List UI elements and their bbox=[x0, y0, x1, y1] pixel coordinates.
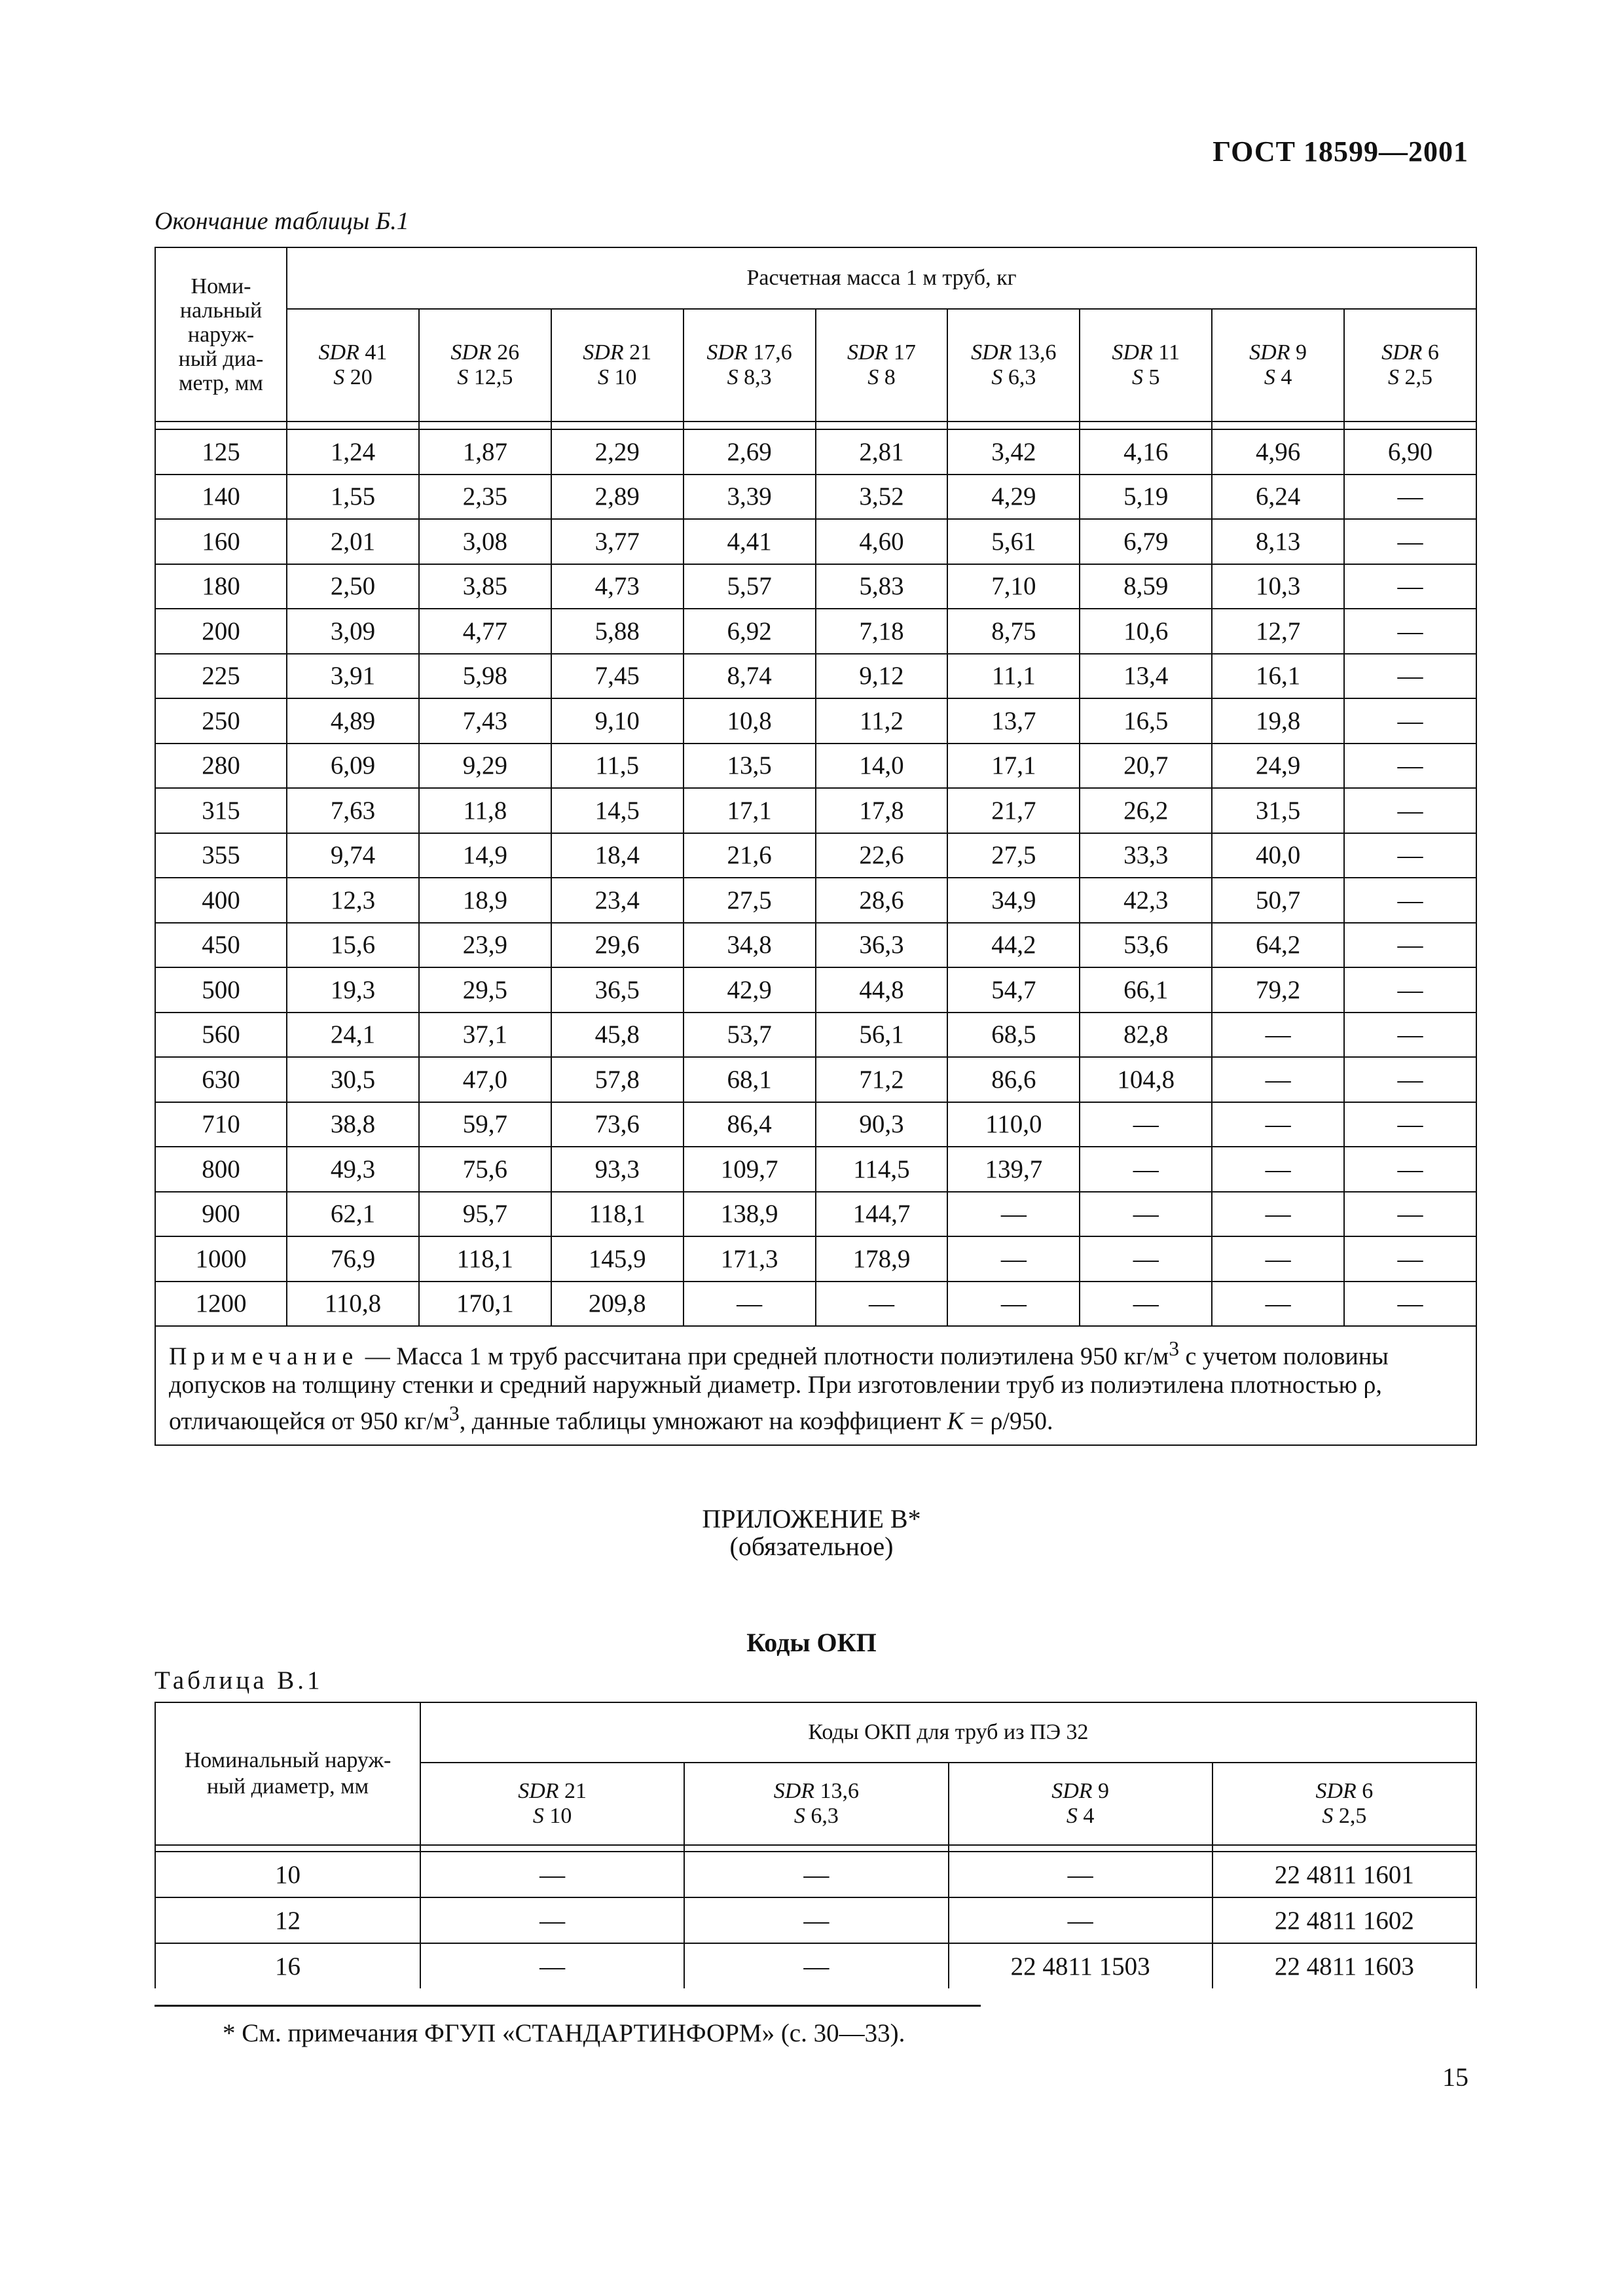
table-row bbox=[155, 698, 1476, 744]
table-cell: 144,7 bbox=[816, 1192, 948, 1237]
table-cell: — bbox=[947, 1282, 1080, 1327]
table-row bbox=[155, 1897, 1476, 1943]
table-cell: 17,8 bbox=[816, 788, 948, 833]
table-cell: 28,6 bbox=[816, 878, 948, 923]
page-number: 15 bbox=[1442, 2062, 1468, 2092]
table-cell: 95,7 bbox=[419, 1192, 551, 1237]
table-cell: 31,5 bbox=[1212, 788, 1344, 833]
table-cell: 8,13 bbox=[1212, 519, 1344, 564]
table-cell: 6,92 bbox=[684, 609, 816, 654]
table-cell: 13,7 bbox=[947, 698, 1080, 744]
table-cell: 10,3 bbox=[1212, 564, 1344, 609]
table-row bbox=[155, 429, 1476, 475]
table-cell: 57,8 bbox=[551, 1057, 684, 1102]
table-cell: 20,7 bbox=[1080, 744, 1212, 789]
table-cell: — bbox=[1344, 1236, 1476, 1282]
table-cell: 23,9 bbox=[419, 923, 551, 968]
table-cell: 9,12 bbox=[816, 654, 948, 699]
table-cell: — bbox=[1344, 878, 1476, 923]
table-cell: 3,09 bbox=[287, 609, 419, 654]
table-cell: 75,6 bbox=[419, 1147, 551, 1192]
table-cell: 93,3 bbox=[551, 1147, 684, 1192]
table-cell: 8,74 bbox=[684, 654, 816, 699]
table-cell: 36,3 bbox=[816, 923, 948, 968]
table-cell: 82,8 bbox=[1080, 1013, 1212, 1058]
table-cell: 6,90 bbox=[1344, 429, 1476, 475]
table-label: Таблица В.1 bbox=[155, 1666, 323, 1695]
table-cell: 280 bbox=[155, 744, 287, 789]
table-cell: 14,0 bbox=[816, 744, 948, 789]
table-cell: 11,1 bbox=[947, 654, 1080, 699]
table-cell: 9,74 bbox=[287, 833, 419, 878]
table-cell: 42,9 bbox=[684, 967, 816, 1013]
table-cell: 22,6 bbox=[816, 833, 948, 878]
table-cell: 4,77 bbox=[419, 609, 551, 654]
table-row bbox=[155, 1236, 1476, 1282]
table-row bbox=[155, 1102, 1476, 1147]
table-cell: 710 bbox=[155, 1102, 287, 1147]
table-row bbox=[155, 564, 1476, 609]
table-cell: — bbox=[1344, 1013, 1476, 1058]
note-label: Примечание bbox=[169, 1342, 359, 1371]
table-cell: 37,1 bbox=[419, 1013, 551, 1058]
table-cell: 44,2 bbox=[947, 923, 1080, 968]
table-cell: 250 bbox=[155, 698, 287, 744]
table-row bbox=[155, 878, 1476, 923]
table-cell: 27,5 bbox=[947, 833, 1080, 878]
table-cell: 145,9 bbox=[551, 1236, 684, 1282]
table-cell: — bbox=[816, 1282, 948, 1327]
diameter-header: Номи- нальный наруж- ный диа- метр, мм bbox=[155, 247, 287, 422]
table-cell: — bbox=[949, 1852, 1213, 1897]
table-row bbox=[155, 1013, 1476, 1058]
table-cell: 355 bbox=[155, 833, 287, 878]
table-cell: — bbox=[949, 1897, 1213, 1943]
table-cell: 200 bbox=[155, 609, 287, 654]
table-cell: 4,73 bbox=[551, 564, 684, 609]
table-row bbox=[155, 788, 1476, 833]
table-cell: 54,7 bbox=[947, 967, 1080, 1013]
table-cell: 50,7 bbox=[1212, 878, 1344, 923]
table-cell: 1000 bbox=[155, 1236, 287, 1282]
table-cell: 15,6 bbox=[287, 923, 419, 968]
table-cell: — bbox=[1080, 1192, 1212, 1237]
column-header: SDR 21 S 10 bbox=[551, 309, 684, 422]
table-cell: 47,0 bbox=[419, 1057, 551, 1102]
table-cell: 225 bbox=[155, 654, 287, 699]
table-cell: 68,1 bbox=[684, 1057, 816, 1102]
table-cell: 2,81 bbox=[816, 429, 948, 475]
table-cell: 73,6 bbox=[551, 1102, 684, 1147]
table-cell: 900 bbox=[155, 1192, 287, 1237]
table-cell: 3,85 bbox=[419, 564, 551, 609]
table-cell: 4,29 bbox=[947, 475, 1080, 520]
table-cell: — bbox=[1344, 564, 1476, 609]
table-cell: 22 4811 1503 bbox=[949, 1943, 1213, 1988]
table-cell: — bbox=[1080, 1147, 1212, 1192]
table-cell: 11,5 bbox=[551, 744, 684, 789]
table-cell: — bbox=[1344, 1192, 1476, 1237]
table-cell: 76,9 bbox=[287, 1236, 419, 1282]
table-cell: 104,8 bbox=[1080, 1057, 1212, 1102]
table-cell: — bbox=[1344, 609, 1476, 654]
table-cell: 29,6 bbox=[551, 923, 684, 968]
table-cell: — bbox=[684, 1282, 816, 1327]
table-cell: 2,29 bbox=[551, 429, 684, 475]
table-cell: 1200 bbox=[155, 1282, 287, 1327]
mass-table bbox=[155, 247, 1477, 1446]
table-cell: 1,55 bbox=[287, 475, 419, 520]
column-header: SDR 11 S 5 bbox=[1080, 309, 1212, 422]
table-cell: — bbox=[1344, 788, 1476, 833]
table-cell: 400 bbox=[155, 878, 287, 923]
table-cell: — bbox=[1212, 1236, 1344, 1282]
table-row bbox=[155, 1147, 1476, 1192]
table-cell: — bbox=[420, 1852, 684, 1897]
table-cell: 21,7 bbox=[947, 788, 1080, 833]
column-header: SDR 41 S 20 bbox=[287, 309, 419, 422]
table-cell: 14,5 bbox=[551, 788, 684, 833]
footnote: * См. примечания ФГУП «СТАНДАРТИНФОРМ» (с. 30—33). bbox=[223, 2019, 905, 2047]
table-row bbox=[155, 1282, 1476, 1327]
table-cell: 12 bbox=[155, 1897, 420, 1943]
table-cell: 114,5 bbox=[816, 1147, 948, 1192]
table-cell: 11,8 bbox=[419, 788, 551, 833]
table-cell: — bbox=[1344, 654, 1476, 699]
table-cell: — bbox=[1080, 1282, 1212, 1327]
table-cell: 118,1 bbox=[419, 1236, 551, 1282]
table-cell: 10,8 bbox=[684, 698, 816, 744]
table-cell: 24,1 bbox=[287, 1013, 419, 1058]
column-header: SDR 9 S 4 bbox=[1212, 309, 1344, 422]
table-cell: — bbox=[947, 1192, 1080, 1237]
table-cell: 30,5 bbox=[287, 1057, 419, 1102]
table-cell: 3,39 bbox=[684, 475, 816, 520]
table-cell: 2,01 bbox=[287, 519, 419, 564]
table-cell: 26,2 bbox=[1080, 788, 1212, 833]
table-cell: 7,18 bbox=[816, 609, 948, 654]
table-cell: — bbox=[1344, 519, 1476, 564]
table-cell: 180 bbox=[155, 564, 287, 609]
table-cell: 71,2 bbox=[816, 1057, 948, 1102]
table-cell: 33,3 bbox=[1080, 833, 1212, 878]
table-cell: 209,8 bbox=[551, 1282, 684, 1327]
table-cell: 118,1 bbox=[551, 1192, 684, 1237]
table-cell: 11,2 bbox=[816, 698, 948, 744]
table-cell: 6,24 bbox=[1212, 475, 1344, 520]
table-cell: 160 bbox=[155, 519, 287, 564]
table-cell: 68,5 bbox=[947, 1013, 1080, 1058]
table-cell: 36,5 bbox=[551, 967, 684, 1013]
table-cell: 500 bbox=[155, 967, 287, 1013]
table-cell: 18,9 bbox=[419, 878, 551, 923]
table-cell: 19,8 bbox=[1212, 698, 1344, 744]
table-cell: 8,75 bbox=[947, 609, 1080, 654]
table-cell: — bbox=[947, 1236, 1080, 1282]
table-cell: — bbox=[1344, 1147, 1476, 1192]
table-cell: 3,08 bbox=[419, 519, 551, 564]
table-cell: — bbox=[684, 1943, 948, 1988]
table-cell: 139,7 bbox=[947, 1147, 1080, 1192]
table-cell: 560 bbox=[155, 1013, 287, 1058]
table-cell: — bbox=[1344, 1057, 1476, 1102]
table-cell: 6,79 bbox=[1080, 519, 1212, 564]
table-cell: 16 bbox=[155, 1943, 420, 1988]
footnote-rule bbox=[155, 2005, 981, 2007]
table-cell: 3,91 bbox=[287, 654, 419, 699]
table-cell: 56,1 bbox=[816, 1013, 948, 1058]
table-row bbox=[155, 1852, 1476, 1897]
table-cell: 5,98 bbox=[419, 654, 551, 699]
column-header: SDR 13,6 S 6,3 bbox=[947, 309, 1080, 422]
table-cell: 49,3 bbox=[287, 1147, 419, 1192]
table-cell: 8,59 bbox=[1080, 564, 1212, 609]
column-header: SDR 17,6 S 8,3 bbox=[684, 309, 816, 422]
table-cell: 5,83 bbox=[816, 564, 948, 609]
table-cell: 2,35 bbox=[419, 475, 551, 520]
table-cell: 315 bbox=[155, 788, 287, 833]
table-cell: 3,77 bbox=[551, 519, 684, 564]
table-cell: 9,29 bbox=[419, 744, 551, 789]
table-cell: — bbox=[684, 1852, 948, 1897]
table-cell: — bbox=[1212, 1102, 1344, 1147]
table-cell: 110,8 bbox=[287, 1282, 419, 1327]
table-row bbox=[155, 967, 1476, 1013]
table-row bbox=[155, 1192, 1476, 1237]
table-cell: 22 4811 1602 bbox=[1213, 1897, 1476, 1943]
table-cell: 19,3 bbox=[287, 967, 419, 1013]
table-cell: 4,89 bbox=[287, 698, 419, 744]
table-cell: 171,3 bbox=[684, 1236, 816, 1282]
table-cell: 4,16 bbox=[1080, 429, 1212, 475]
table-cell: 138,9 bbox=[684, 1192, 816, 1237]
table-cell: 53,7 bbox=[684, 1013, 816, 1058]
table-row bbox=[155, 923, 1476, 968]
table-cell: 110,0 bbox=[947, 1102, 1080, 1147]
table-cell: 34,8 bbox=[684, 923, 816, 968]
table-cell: 5,57 bbox=[684, 564, 816, 609]
table-cell: — bbox=[1344, 833, 1476, 878]
table-cell: — bbox=[420, 1897, 684, 1943]
table-cell: 2,89 bbox=[551, 475, 684, 520]
table-cell: 38,8 bbox=[287, 1102, 419, 1147]
codes-group-header: Коды ОКП для труб из ПЭ 32 bbox=[420, 1702, 1476, 1763]
table-cell: 800 bbox=[155, 1147, 287, 1192]
table-cell: 4,60 bbox=[816, 519, 948, 564]
column-header: SDR 13,6 S 6,3 bbox=[684, 1763, 948, 1845]
table-cell: 1,24 bbox=[287, 429, 419, 475]
table-cell: 21,6 bbox=[684, 833, 816, 878]
table-row bbox=[155, 609, 1476, 654]
table-cell: 22 4811 1601 bbox=[1213, 1852, 1476, 1897]
table-cell: 12,7 bbox=[1212, 609, 1344, 654]
diameter-header: Номинальный наруж- ный диаметр, мм bbox=[155, 1702, 420, 1845]
table-cell: 16,5 bbox=[1080, 698, 1212, 744]
table-cell: 22 4811 1603 bbox=[1213, 1943, 1476, 1988]
table-cell: — bbox=[1344, 744, 1476, 789]
table-row bbox=[155, 1057, 1476, 1102]
table-row bbox=[155, 744, 1476, 789]
table-cell: 7,45 bbox=[551, 654, 684, 699]
table-cell: 42,3 bbox=[1080, 878, 1212, 923]
okp-codes-table bbox=[155, 1702, 1477, 1988]
table-row bbox=[155, 833, 1476, 878]
table-row bbox=[155, 519, 1476, 564]
table-cell: — bbox=[1080, 1102, 1212, 1147]
table-cell: 62,1 bbox=[287, 1192, 419, 1237]
table-cell: — bbox=[684, 1897, 948, 1943]
table-row bbox=[155, 475, 1476, 520]
table-cell: 59,7 bbox=[419, 1102, 551, 1147]
standard-number: ГОСТ 18599—2001 bbox=[1213, 135, 1468, 168]
table-cell: 5,88 bbox=[551, 609, 684, 654]
table-cell: 66,1 bbox=[1080, 967, 1212, 1013]
table-cell: — bbox=[1344, 967, 1476, 1013]
table-cell: 7,43 bbox=[419, 698, 551, 744]
table-cell: — bbox=[420, 1943, 684, 1988]
table-cell: 64,2 bbox=[1212, 923, 1344, 968]
table-cell: 5,19 bbox=[1080, 475, 1212, 520]
table-cell: — bbox=[1344, 475, 1476, 520]
table-cell: 2,50 bbox=[287, 564, 419, 609]
table-cell: 29,5 bbox=[419, 967, 551, 1013]
table-cell: — bbox=[1344, 698, 1476, 744]
table-cell: 2,69 bbox=[684, 429, 816, 475]
table-row bbox=[155, 1943, 1476, 1988]
table-cell: 24,9 bbox=[1212, 744, 1344, 789]
table-cell: — bbox=[1212, 1282, 1344, 1327]
table-note: Примечание — Масса 1 м труб рассчитана при средней плотности полиэтилена 950 $кг/м^3$ с учетом половины допусков на толщину стенки и средний наружный диаметр. При изготовлении труб из полиэтилена плотностью ρ, отличающейся от 950 $кг/м^3$, данные таблицы умножают на коэффициент K = ρ/950. bbox=[155, 1326, 1476, 1445]
table-cell: 17,1 bbox=[947, 744, 1080, 789]
table-cell: — bbox=[1344, 1102, 1476, 1147]
table-cell: 10,6 bbox=[1080, 609, 1212, 654]
table-cell: 630 bbox=[155, 1057, 287, 1102]
table-cell: 10 bbox=[155, 1852, 420, 1897]
table-cell: 53,6 bbox=[1080, 923, 1212, 968]
table-cell: — bbox=[1344, 923, 1476, 968]
column-header: SDR 9 S 4 bbox=[949, 1763, 1213, 1845]
table-caption: Окончание таблицы Б.1 bbox=[155, 207, 409, 235]
table-cell: 178,9 bbox=[816, 1236, 948, 1282]
table-cell: — bbox=[1212, 1192, 1344, 1237]
mass-group-header: Расчетная масса 1 м труб, кг bbox=[287, 247, 1476, 309]
table-cell: 40,0 bbox=[1212, 833, 1344, 878]
table-row bbox=[155, 654, 1476, 699]
appendix-subtitle: (обязательное) bbox=[729, 1532, 894, 1561]
table-cell: 14,9 bbox=[419, 833, 551, 878]
appendix-heading bbox=[0, 1505, 1623, 1560]
table-cell: 170,1 bbox=[419, 1282, 551, 1327]
column-header: SDR 6 S 2,5 bbox=[1213, 1763, 1476, 1845]
table-cell: 34,9 bbox=[947, 878, 1080, 923]
table-cell: 1,87 bbox=[419, 429, 551, 475]
table-cell: 27,5 bbox=[684, 878, 816, 923]
table-cell: 7,10 bbox=[947, 564, 1080, 609]
table-cell: — bbox=[1212, 1147, 1344, 1192]
column-header: SDR 17 S 8 bbox=[816, 309, 948, 422]
table-cell: 86,6 bbox=[947, 1057, 1080, 1102]
table-cell: 79,2 bbox=[1212, 967, 1344, 1013]
table-cell: 13,5 bbox=[684, 744, 816, 789]
table-cell: — bbox=[1080, 1236, 1212, 1282]
table-cell: 3,52 bbox=[816, 475, 948, 520]
table-cell: 44,8 bbox=[816, 967, 948, 1013]
table-cell: 86,4 bbox=[684, 1102, 816, 1147]
table-cell: 125 bbox=[155, 429, 287, 475]
table-cell: 109,7 bbox=[684, 1147, 816, 1192]
table-cell: 5,61 bbox=[947, 519, 1080, 564]
table-cell: — bbox=[1344, 1282, 1476, 1327]
table-cell: 16,1 bbox=[1212, 654, 1344, 699]
table-cell: 6,09 bbox=[287, 744, 419, 789]
table-cell: 9,10 bbox=[551, 698, 684, 744]
appendix-title: ПРИЛОЖЕНИЕ В* bbox=[702, 1504, 921, 1534]
table-cell: 12,3 bbox=[287, 878, 419, 923]
table-cell: 17,1 bbox=[684, 788, 816, 833]
table-cell: 140 bbox=[155, 475, 287, 520]
section-title: Коды ОКП bbox=[746, 1628, 877, 1657]
table-cell: — bbox=[1212, 1013, 1344, 1058]
table-cell: 4,96 bbox=[1212, 429, 1344, 475]
table-cell: 18,4 bbox=[551, 833, 684, 878]
table-cell: 4,41 bbox=[684, 519, 816, 564]
table-cell: 450 bbox=[155, 923, 287, 968]
table-cell: 23,4 bbox=[551, 878, 684, 923]
table-cell: 90,3 bbox=[816, 1102, 948, 1147]
table-cell: 13,4 bbox=[1080, 654, 1212, 699]
table-cell: 7,63 bbox=[287, 788, 419, 833]
table-cell: — bbox=[1212, 1057, 1344, 1102]
table-cell: 3,42 bbox=[947, 429, 1080, 475]
column-header: SDR 6 S 2,5 bbox=[1344, 309, 1476, 422]
column-header: SDR 26 S 12,5 bbox=[419, 309, 551, 422]
column-header: SDR 21 S 10 bbox=[420, 1763, 684, 1845]
table-cell: 45,8 bbox=[551, 1013, 684, 1058]
